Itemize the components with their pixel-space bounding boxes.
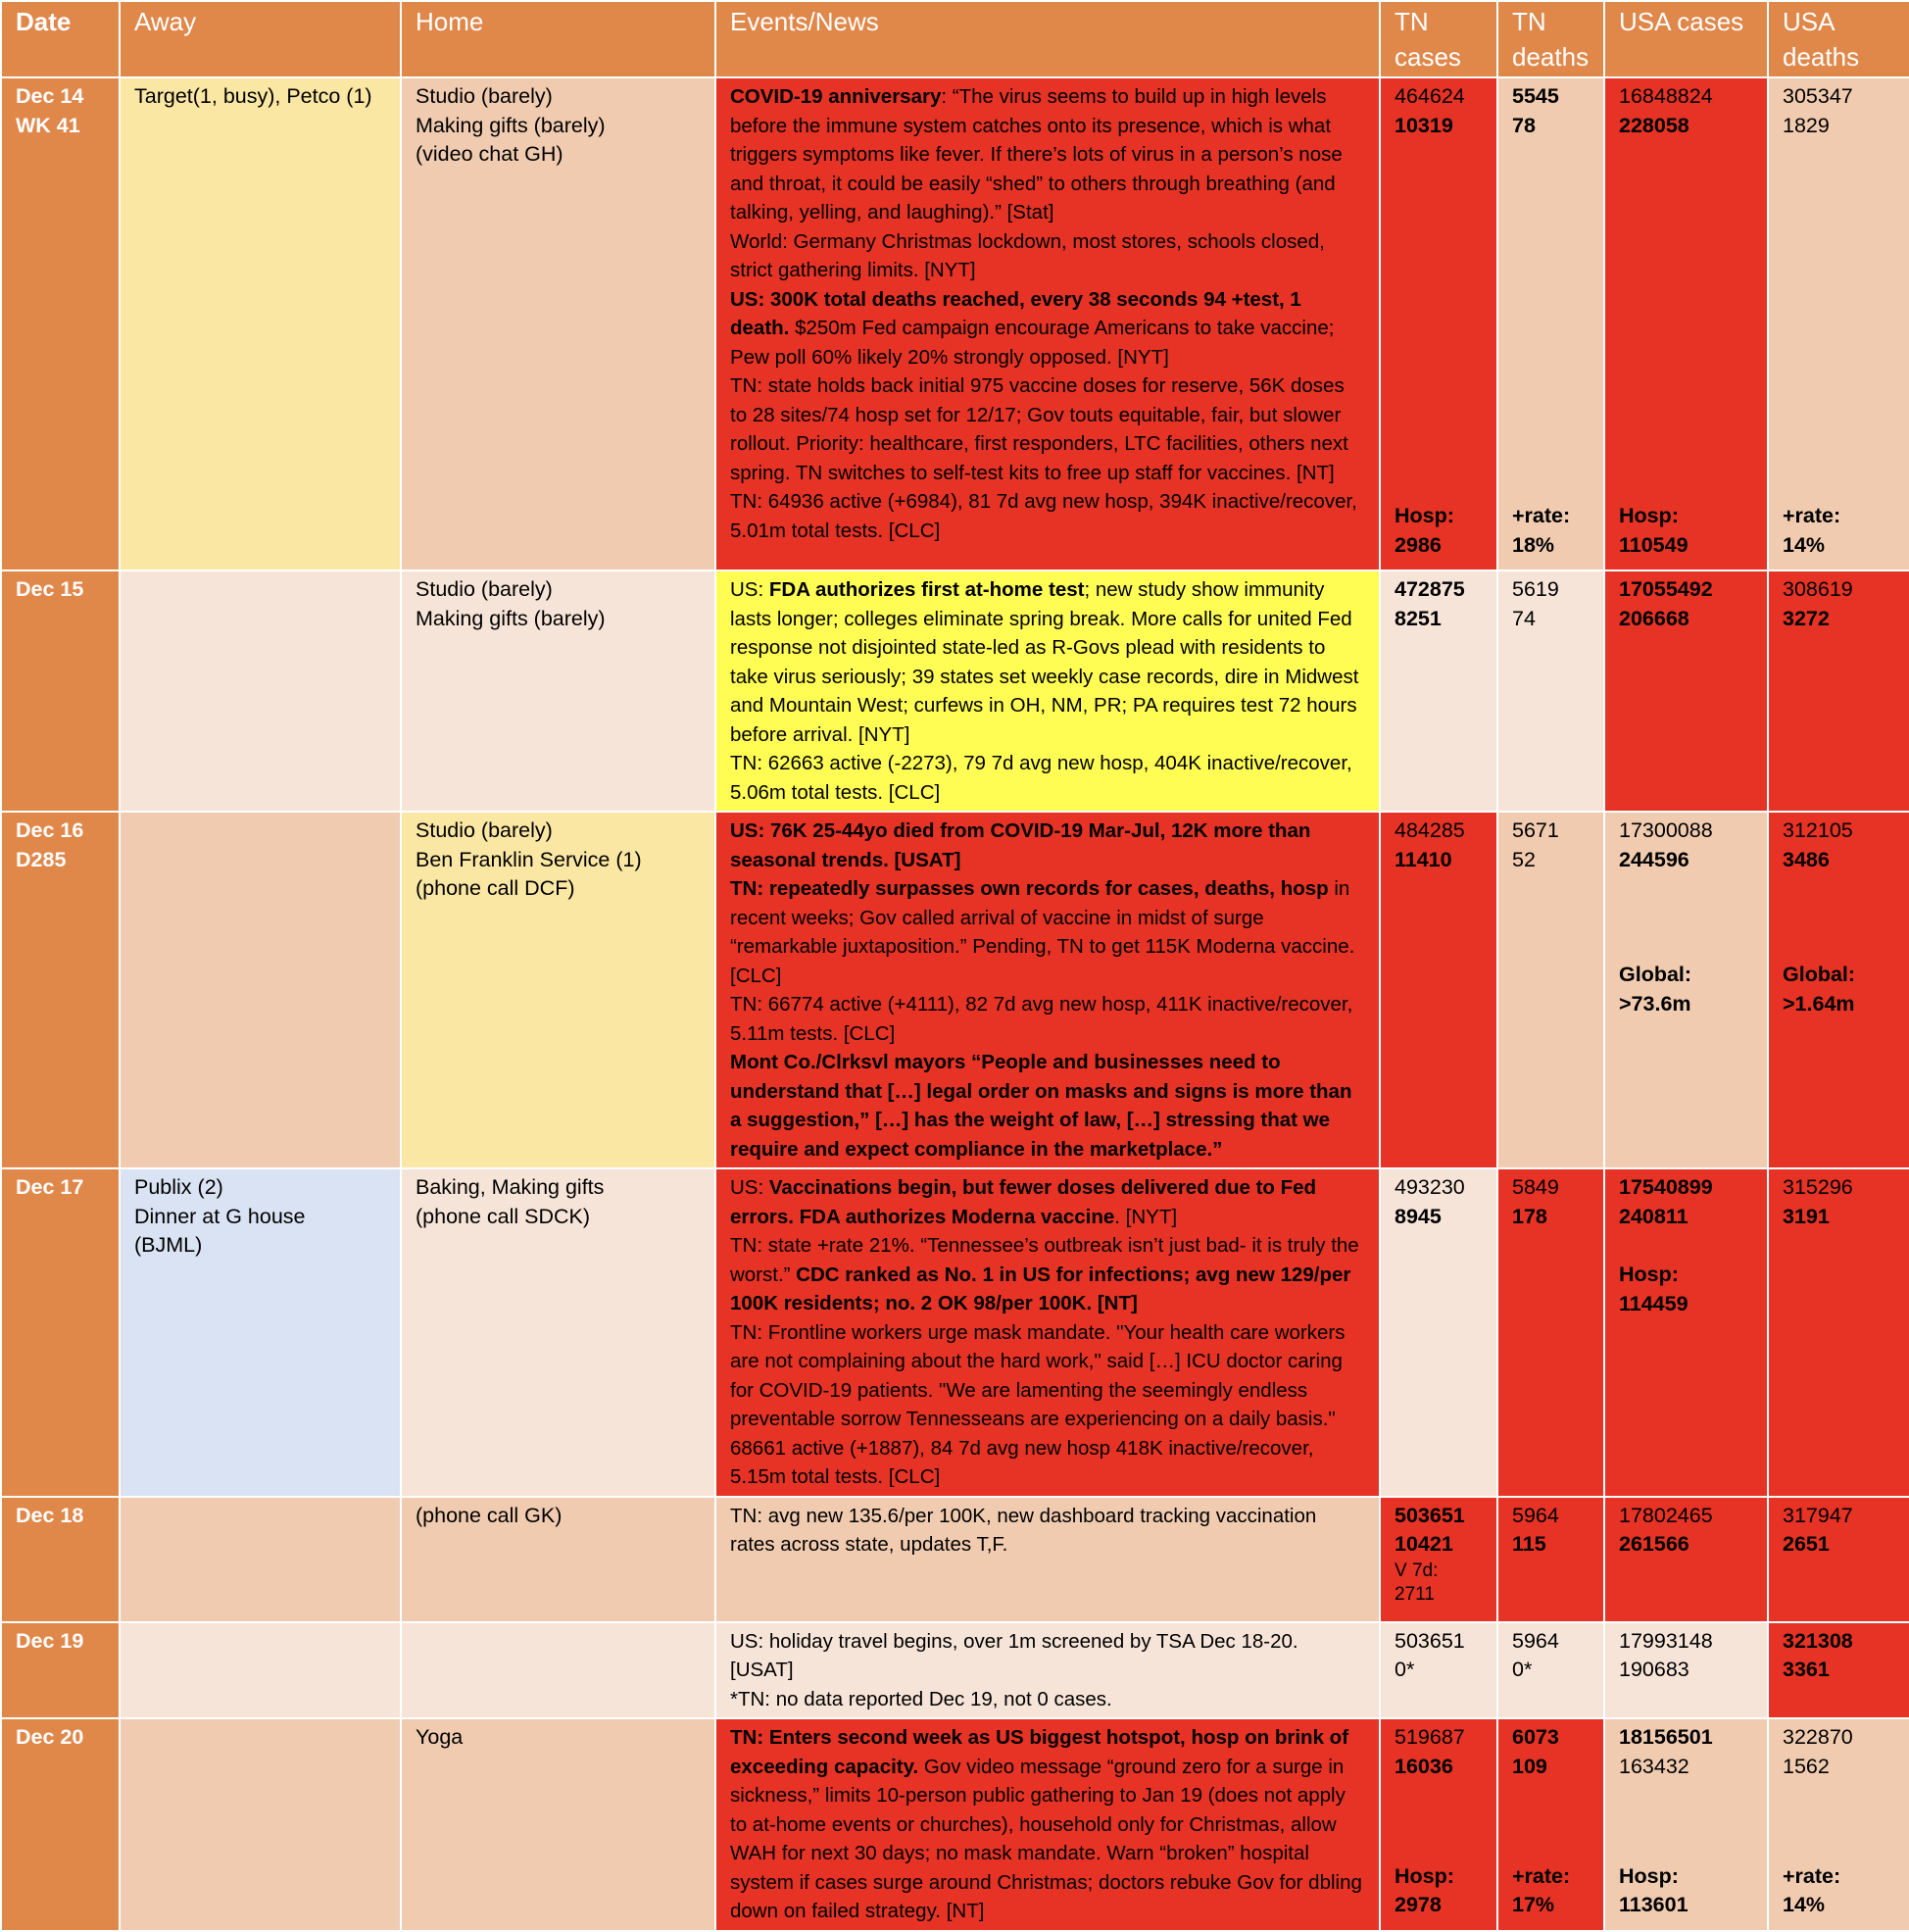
header-usa-cases: USA cases <box>1604 1 1768 77</box>
date-cell: Dec 19 <box>1 1622 120 1719</box>
usa-deaths-cell: 305347 1829 +rate: 14% <box>1768 77 1909 570</box>
usa-cases-cell: 17540899 240811 Hosp: 114459 <box>1604 1168 1768 1497</box>
home-cell <box>401 1622 715 1719</box>
away-cell <box>120 1622 401 1719</box>
table-row <box>1 1718 1909 1931</box>
usa-cases-cell: 17300088 244596 Global: >73.6m <box>1604 812 1768 1168</box>
usa-deaths-cell: 315296 3191 <box>1768 1168 1909 1497</box>
events-cell: US: 76K 25-44yo died from COVID-19 Mar-Jul, 12K more than seasonal trends. [USAT] TN: repeatedly surpasses own records for cases, deaths, hosp in recent weeks; Gov called arrival of vaccine in midst of surge “remarkable juxtaposition.” Pending, TN to get 115K Moderna vaccine. [CLC] TN: 66774 active (+4111), 82 7d avg new hosp, 411K inactive/recover, 5.11m tests. [CLC] Mont Co./Clrksvl mayors “People and businesses need to understand that […] legal order on masks and signs is more than a suggestion,” […] has the weight of law, […] stressing that we require and expect compliance in the marketplace.” <box>715 812 1380 1168</box>
tn-cases-cell: 484285 11410 <box>1380 812 1497 1168</box>
table-row <box>1 1497 1909 1622</box>
header-away: Away <box>120 1 401 77</box>
date-cell: Dec 20 <box>1 1718 120 1931</box>
events-cell: US: Vaccinations begin, but fewer doses delivered due to Fed errors. FDA authorizes Moderna vaccine. [NYT] TN: state +rate 21%. “Tennessee’s outbreak isn’t just bad- it is truly the worst.” CDC ranked as No. 1 in US for infections; avg new 129/per 100K residents; no. 2 OK 98/per 100K. [NT] TN: Frontline workers urge mask mandate. "Your health care workers are not complaining about the hard work," said […] ICU doctor caring for COVID-19 patients. "We are lamenting the seemingly endless preventable sorrow Tennesseans are experiencing on a daily basis." 68661 active (+1887), 84 7d avg new hosp 418K inactive/recover, 5.15m total tests. [CLC] <box>715 1168 1380 1497</box>
away-cell: Target(1, busy), Petco (1) <box>120 77 401 570</box>
home-cell: Studio (barely) Making gifts (barely) (video chat GH) <box>401 77 715 570</box>
events-cell: US: FDA authorizes first at-home test; new study show immunity lasts longer; colleges eliminate spring break. More calls for united Fed response not disjointed state-led as R-Govs plead with residents to take virus seriously; 39 states set weekly case records, dire in Midwest and Mountain West; curfews in OH, NM, PR; PA requires test 72 hours before arrival. [NYT] TN: 62663 active (-2273), 79 7d avg new hosp, 404K inactive/recover, 5.06m total tests. [CLC] <box>715 570 1380 812</box>
tn-cases-cell: 503651 10421 V 7d: 2711 <box>1380 1497 1497 1622</box>
table-row <box>1 812 1909 1168</box>
events-cell: COVID-19 anniversary: “The virus seems to build up in high levels before the immune system catches onto its presence, which is what triggers symptoms like fever. If there’s lots of virus in a person’s nose and throat, it could be easily “shed” to others through breathing (and talking, yelling, and laughing).” [Stat] World: Germany Christmas lockdown, most stores, schools closed, strict gathering limits. [NYT] US: 300K total deaths reached, every 38 seconds 94 +test, 1 death. $250m Fed campaign encourage Americans to take vaccine; Pew poll 60% likely 20% strongly opposed. [NYT] TN: state holds back initial 975 vaccine doses for reserve, 56K doses to 28 sites/74 hosp set for 12/17; Gov touts equitable, fair, but slower rollout. Priority: healthcare, first responders, LTC facilities, others next spring. TN switches to self-test kits to free up staff for vaccines. [NT] TN: 64936 active (+6984), 81 7d avg new hosp, 394K inactive/recover, 5.01m total tests. [CLC] <box>715 77 1380 570</box>
usa-cases-cell: 16848824 228058 Hosp: 110549 <box>1604 77 1768 570</box>
home-cell: Yoga <box>401 1718 715 1931</box>
away-cell <box>120 812 401 1168</box>
header-usa-deaths: USA deaths <box>1768 1 1909 77</box>
tn-deaths-cell: 6073 109 +rate: 17% <box>1497 1718 1604 1931</box>
date-cell: Dec 14 WK 41 <box>1 77 120 570</box>
header-events: Events/News <box>715 1 1380 77</box>
away-cell: Publix (2) Dinner at G house (BJML) <box>120 1168 401 1497</box>
usa-deaths-cell: 322870 1562 +rate: 14% <box>1768 1718 1909 1931</box>
tn-deaths-cell: 5545 78 +rate: 18% <box>1497 77 1604 570</box>
table-row <box>1 1168 1909 1497</box>
header-row <box>1 1 1909 77</box>
tn-deaths-cell: 5671 52 <box>1497 812 1604 1168</box>
tn-deaths-cell: 5964 115 <box>1497 1497 1604 1622</box>
home-cell: Studio (barely) Making gifts (barely) <box>401 570 715 812</box>
tn-deaths-cell: 5619 74 <box>1497 570 1604 812</box>
away-cell <box>120 570 401 812</box>
home-cell: Baking, Making gifts (phone call SDCK) <box>401 1168 715 1497</box>
table-row <box>1 77 1909 570</box>
date-cell: Dec 17 <box>1 1168 120 1497</box>
date-cell: Dec 18 <box>1 1497 120 1622</box>
home-cell: Studio (barely) Ben Franklin Service (1) (phone call DCF) <box>401 812 715 1168</box>
tn-cases-cell: 503651 0* <box>1380 1622 1497 1719</box>
header-tn-cases: TN cases <box>1380 1 1497 77</box>
usa-cases-cell: 17055492 206668 <box>1604 570 1768 812</box>
usa-cases-cell: 17993148 190683 <box>1604 1622 1768 1719</box>
tn-cases-cell: 519687 16036 Hosp: 2978 <box>1380 1718 1497 1931</box>
usa-deaths-cell: 321308 3361 <box>1768 1622 1909 1719</box>
tn-cases-cell: 472875 8251 <box>1380 570 1497 812</box>
date-cell: Dec 16 D285 <box>1 812 120 1168</box>
table-row <box>1 570 1909 812</box>
header-home: Home <box>401 1 715 77</box>
events-cell: TN: Enters second week as US biggest hotspot, hosp on brink of exceeding capacity. Gov video message “ground zero for a surge in sickness,” limits 10-person public gathering to Jan 19 (does not apply to at-home events or churches), household only for Christmas, allow WAH for next 30 days; no mask mandate. Warn “broken” hospital system if cases surge around Christmas; doctors rebuke Gov for dbling down on failed strategy. [NT] <box>715 1718 1380 1931</box>
usa-cases-cell: 17802465 261566 <box>1604 1497 1768 1622</box>
usa-deaths-cell: 317947 2651 <box>1768 1497 1909 1622</box>
tn-deaths-cell: 5964 0* <box>1497 1622 1604 1719</box>
home-cell: (phone call GK) <box>401 1497 715 1622</box>
table-row <box>1 1622 1909 1719</box>
header-tn-deaths: TN deaths <box>1497 1 1604 77</box>
date-cell: Dec 15 <box>1 570 120 812</box>
usa-deaths-cell: 312105 3486 Global: >1.64m <box>1768 812 1909 1168</box>
usa-deaths-cell: 308619 3272 <box>1768 570 1909 812</box>
away-cell <box>120 1718 401 1931</box>
away-cell <box>120 1497 401 1622</box>
events-cell: US: holiday travel begins, over 1m screened by TSA Dec 18-20. [USAT] *TN: no data reported Dec 19, not 0 cases. <box>715 1622 1380 1719</box>
header-date: Date <box>1 1 120 77</box>
usa-cases-cell: 18156501 163432 Hosp: 113601 <box>1604 1718 1768 1931</box>
events-cell: TN: avg new 135.6/per 100K, new dashboard tracking vaccination rates across state, updates T,F. <box>715 1497 1380 1622</box>
tn-deaths-cell: 5849 178 <box>1497 1168 1604 1497</box>
tn-cases-cell: 493230 8945 <box>1380 1168 1497 1497</box>
tn-cases-cell: 464624 10319 Hosp: 2986 <box>1380 77 1497 570</box>
